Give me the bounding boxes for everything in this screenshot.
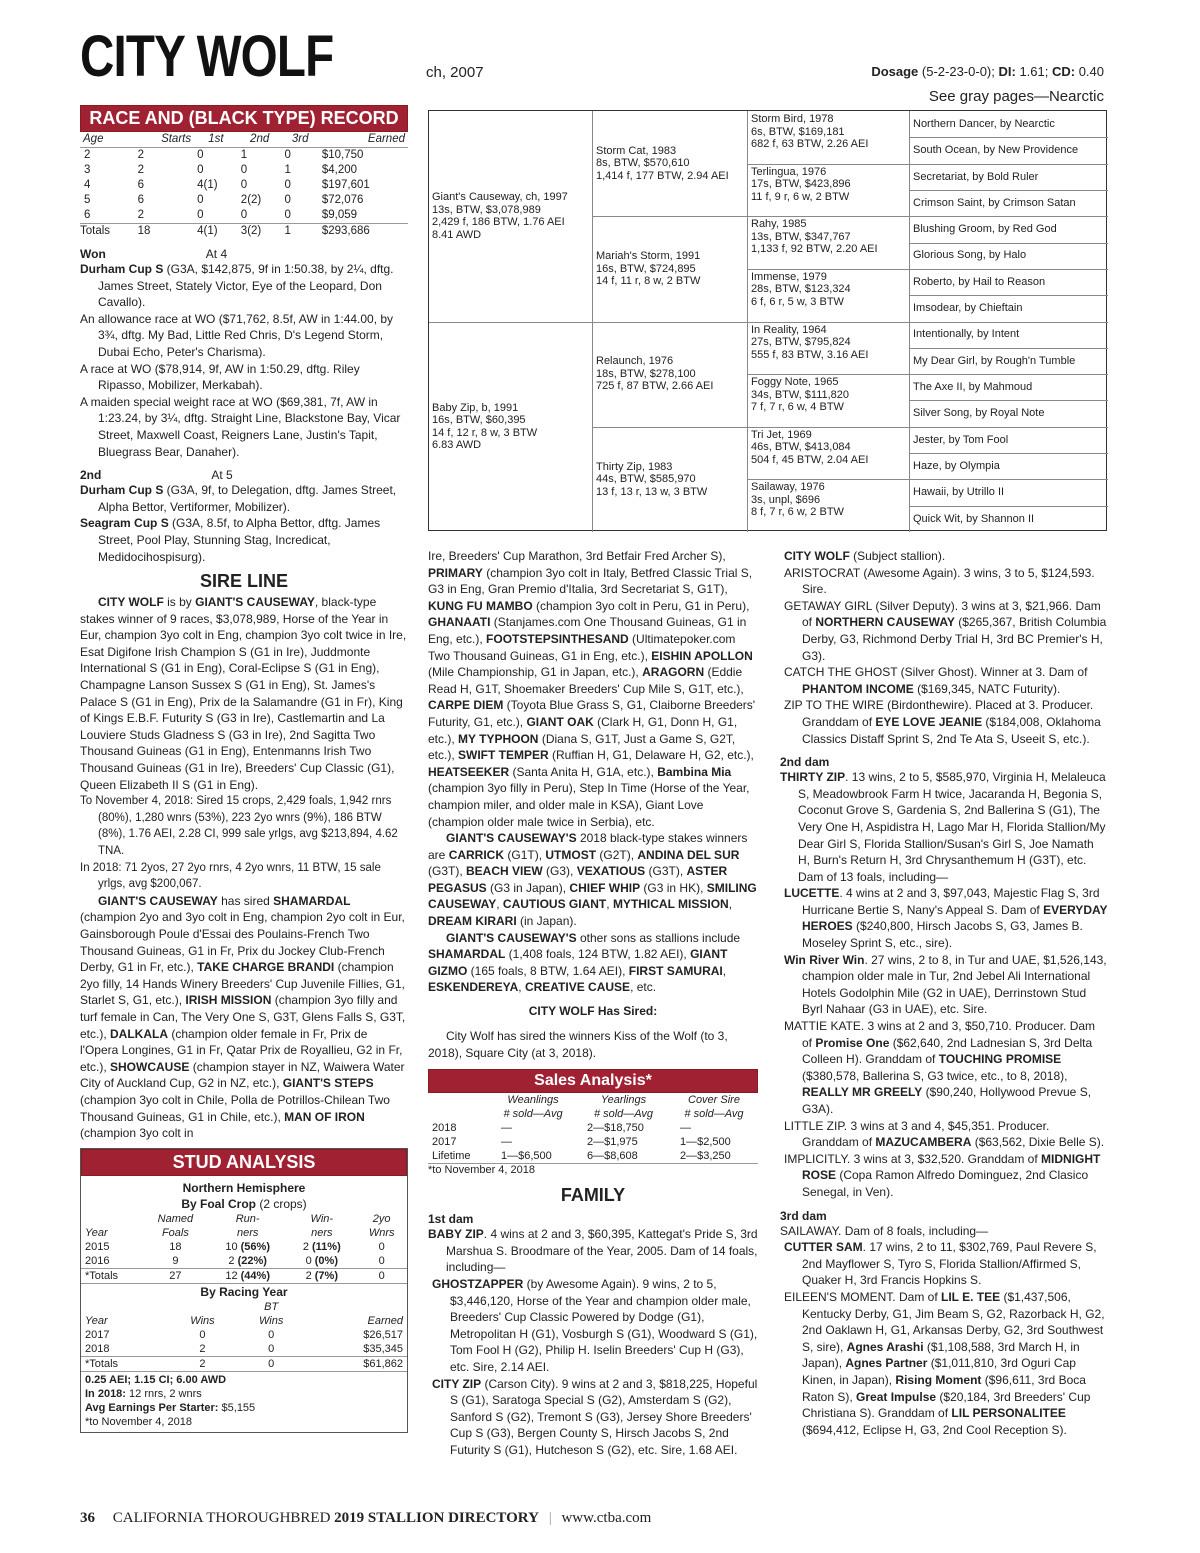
sales-header [428,1107,489,1121]
page-footer [80,1510,651,1527]
record-cell: 6 [137,179,144,191]
stud-banner: STUD ANALYSIS [81,1149,407,1176]
sales-header [428,1093,489,1107]
ghostzapper-entry: GHOSTZAPPER (by Awesome Again). 9 wins, 2 to 5, $3,446,120, Horse of the Year and champion older male, Breeders' Cup Classic Powered by Dodge (G1), Metropolitan H (G1), Vosburgh S (G1), Woodward S (G1), Tom Fool H (G2), Philip H. Iselin Breeders' Cup H (G3), etc. Sire, 2.14 AEI. [432,1277,758,1374]
pedigree-gen3: In Reality, 1964 27s, BTW, $795,824 555 f, 83 BTW, 3.16 AEI [747,322,909,375]
foal-header: Foals [161,1226,189,1239]
second-heading: 2nd At 5 [80,468,233,483]
racing-cell: $61,862 [363,1357,403,1370]
sales-row [428,1121,758,1135]
foal-year: 2016 [85,1254,110,1267]
stud-aei: 0.25 AEI; 1.15 CI; 6.00 AWD [85,1373,227,1386]
pedigree-gen2: Thirty Zip, 1983 44s, BTW, $585,970 13 f, 13 r, 13 w, 3 BTW [592,427,747,532]
first-dam-heading: 1st dam [428,1212,474,1227]
record-cell: 1 [284,164,291,176]
foal-2yo: 0 [378,1240,385,1253]
record-cell: 2 [137,164,144,176]
sales-header: Yearlings [600,1094,647,1107]
racing-header: Year [85,1314,108,1327]
sales-cell: — [501,1122,513,1135]
racing-cell: 2018 [85,1342,110,1355]
record-cell: 4 [84,179,91,191]
sales-cell: 2018 [432,1122,457,1135]
racing-cell: 2 [199,1357,206,1370]
sire-line-heading: SIRE LINE [199,571,288,592]
record-cell: 18 [135,224,195,240]
foal-winners: 2 (11%) [302,1240,341,1253]
zip-to-the-wire-entry: ZIP TO THE WIRE (Birdonthewire). Placed at 3. Producer. Granddam of EYE LOVE JEANIE ($184,008, Oklahoma Classics Distaff Sprint S, 2nd Te Ata S, Useeit S, etc.). [784,698,1101,746]
foal-2yo: 0 [378,1254,385,1267]
foal-winners: 0 (0%) [305,1254,338,1267]
record-cell: 4(1) [197,179,218,191]
record-cell: 2(2) [240,194,262,206]
eileens-moment-entry: EILEEN'S MOMENT. Dam of LIL E. TEE ($1,437,506, Kentucky Derby, G1, Jim Beam S, G2, Razorback H, G2, 2nd Oaklawn H, G1, Arkansas Derby, G2, 3rd Southwest S, sire), Agnes Arashi ($1,108,588, 3rd March H, in Japan), Agnes Partner ($1,011,810, 3rd Oguri Cap Kinen, in Japan), Rising Moment ($96,611, 3rd Boca Raton S), Great Impulse ($20,184, 3rd Breeders' Cup Christiana S). Granddam of LIL PERSONALITEE ($694,412, Eclipse H, G3, 2nd Cool Reception S). [784,1289,1105,1437]
record-cell: 0 [197,209,204,221]
sales-cell: 1—$6,500 [501,1150,552,1163]
pedigree-gen2: Relaunch, 1976 18s, BTW, $278,100 725 f, 87 BTW, 2.66 AEI [592,322,747,427]
race-name: Durham Cup S [80,483,164,498]
racing-cell: 0 [268,1357,275,1370]
race-details: A race at WO ($78,914, 9f, AW in 1:50.29, dftg. Riley Ripasso, Mobilizer, Merkabah). [80,361,360,393]
left-column [80,105,408,1433]
record-cell: 2 [137,209,144,221]
record-cell: 2 [84,149,91,161]
record-row [80,163,408,178]
sales-cell: Lifetime [432,1150,471,1163]
bt-winners-2018: GIANT'S CAUSEWAY'S 2018 black-type stakes winners are CARRICK (G1T), UTMOST (G2T), ANDINA DEL SUR (G3T), BEACH VIEW (G3), VEXATIOUS (G3T), ASTER PEGASUS (G3 in Japan), CHIEF WHIP (G3 in HK), SMILING CAUSEWAY, CAUTIOUS GIANT, MYTHICAL MISSION, DREAM KIRARI (in Japan). [428,831,757,929]
record-cell: 0 [284,149,291,161]
sire-line-p4: GIANT'S CAUSEWAY has sired SHAMARDAL (champion 2yo and 3yo colt in Eng, champion 2yo colt in Eur, Gainsborough Poule d'Essai des Poulains-French Two Thousand Guineas, G1 in Fr, Prix du Jockey Club-French Derby, G1 in Fr, etc.), TAKE CHARGE BRANDI (champion 2yo filly, 14 Hands Winery Breeders' Cup Juvenile Fillies, G1, Starlet S, G1, etc.), IRISH MISSION (champion 3yo filly and turf female in Can, The Very One S, G3T, Glens Falls S, G3T, etc.), DALKALA (champion older female in Fr, Prix de l'Opera Longines, G1 in Fr, Qatar Prix de Royallieu, G2 in Fr, etc.), SHOWCAUSE (champion stayer in NZ, Waiwera Water City of Auckland Cup, G2 in NZ, etc.), GIANT'S STEPS (champion 3yo colt in Chile, Polla de Potrillos-Chilean Two Thousand Guineas, G1 in Chile, etc.), MAN OF IRON (champion 3yo colt in [80,893,406,1141]
stud-note: *to November 4, 2018 [85,1415,193,1428]
record-cell: 0 [240,164,248,176]
racing-row [81,1328,407,1342]
stud-hemisphere: Northern Hemisphere [182,1180,306,1195]
record-cell: $10,750 [321,149,364,161]
pedigree-divider [909,295,1108,296]
record-cell: $4,200 [321,164,358,176]
race-details: A maiden special weight race at WO ($69,381, 7f, AW in 1:23.24, by 3¼, dftg. Straight Line, Blackstone Bay, Vicar Street, Maxwell Coast, Reigners Lane, Justin's Tapit, Bluegrass Bear, Danaher). [80,394,401,459]
sales-cell: 2017 [432,1136,457,1149]
pedigree-gen3: Foggy Note, 1965 34s, BTW, $111,820 7 f, 7 r, 6 w, 4 BTW [747,374,909,427]
sire-line-continued: Ire, Breeders' Cup Marathon, 3rd Betfair Fred Archer S), PRIMARY (champion 3yo colt in Italy, Betfred Classic Trial S, G3 in Eng, Gran Premio d'Italia, 3rd Secretariat S, G1T), KUNG FU MAMBO (champion 3yo colt in Peru, G1 in Peru), GHANAATI (Stanjames.com One Thousand Guineas, G1 in Eng, etc.), FOOTSTEPSINTHESAND (Ultimatepoker.com Two Thousand Guineas, G1 in Eng, etc.), EISHIN APOLLON (Mile Championship, G1 in Japan, etc.), ARAGORN (Eddie Read H, G1T, Shoemaker Breeders' Cup Mile S, G1T, etc.), CARPE DIEM (Toyota Blue Grass S, G1, Claiborne Breeders' Futurity, G1, etc.), GIANT OAK (Clark H, G1, Donn H, G1, etc.), MY TYPHOON (Diana S, G1T, Just a Game S, G2T, etc.), SWIFT TEMPER (Ruffian H, G1, Delaware H, G2, etc.), HEATSEEKER (Santa Anita H, G1A, etc.), Bambina Mia (champion 3yo filly in Peru), Step In Time (Horse of the Year, champion miler, and older male in KSA), Giant Love (champion older male twice in Serbia), etc. [428,549,756,829]
foal-year: 2015 [85,1240,110,1253]
third-dam-heading: 3rd dam [780,1208,827,1223]
record-cell: 5 [84,194,91,206]
sales-banner: Sales Analysis* [428,1069,758,1093]
foal-header: Wnrs [368,1226,395,1239]
pedigree-gen3: Sailaway, 1976 3s, unpl, $696 8 f, 7 r, 6 w, 2 BTW [747,479,909,532]
foal-row [81,1268,407,1283]
pedigree-gen4: The Axe II, by Mahmoud [909,374,1108,400]
record-cell: 3(2) [238,224,282,240]
racing-cell: 0 [199,1328,206,1341]
second-entry [80,482,408,515]
record-cell: 1 [240,149,248,161]
stud-avg-earnings: Avg Earnings Per Starter: $5,155 [85,1401,256,1414]
pedigree-gen4: Blushing Groom, by Red God [909,216,1108,242]
sales-cell: 2—$3,250 [679,1150,731,1163]
race-name: Durham Cup S [80,262,164,276]
footer-separator: | [548,1510,552,1526]
has-sired-text: City Wolf has sired the winners Kiss of the Wolf (to 3, 2018), Square City (at 3, 2018). [428,1029,728,1060]
pedigree-divider [909,216,1108,217]
foal-crop-table [81,1212,407,1283]
racing-year-table [81,1300,407,1371]
sales-header: # sold—Avg [503,1108,563,1121]
pedigree-divider [909,427,1108,428]
record-row [80,148,408,164]
pedigree-dam: Baby Zip, b, 1991 16s, BTW, $60,395 14 f, 12 r, 8 w, 3 BTW 6.83 AWD [432,401,538,452]
foal-row [81,1254,407,1269]
sales-cell: — [679,1122,691,1135]
family-heading: FAMILY [560,1185,626,1206]
stud-foal-crop-title: By Foal Crop (2 crops) [181,1196,307,1211]
foal-header: Year [85,1226,108,1239]
record-cell: $72,076 [321,194,364,206]
second-entry [80,515,408,565]
pedigree-gen4: Jester, by Tom Fool [909,427,1108,453]
has-sired-heading: CITY WOLF Has Sired: [528,1004,658,1019]
pedigree-gen3: Tri Jet, 1969 46s, BTW, $413,084 504 f, 45 BTW, 2.04 AEI [747,427,909,480]
pedigree-divider [909,400,1108,401]
sales-note: *to November 4, 2018 [428,1163,758,1177]
middle-column [428,548,758,1459]
racing-header: Earned [367,1314,403,1327]
racing-cell: 2017 [85,1328,110,1341]
sales-cell: 2—$18,750 [587,1122,644,1135]
pedigree-gen4: Hawaii, by Utrillo II [909,479,1108,505]
racing-row [81,1356,407,1371]
pedigree-divider [909,190,1108,191]
record-cell: $9,059 [321,209,358,221]
pedigree-gen4: South Ocean, by New Providence [909,137,1108,163]
racing-cell: 0 [268,1342,275,1355]
foal-header: ners [236,1226,259,1239]
sales-analysis [428,1069,758,1177]
pedigree-divider [909,137,1108,138]
won-entry [80,311,408,361]
pedigree-gen4: Secretariat, by Bold Ruler [909,164,1108,190]
pedigree-gen3: Immense, 1979 28s, BTW, $123,324 6 f, 6 r, 5 w, 3 BTW [747,269,909,322]
race-details: An allowance race at WO ($71,762, 8.5f, AW in 1:44.00, by 3¾, dftg. My Bad, Little Red Chris, D's Legend Storm, Dubai Echo, Peter's Charisma). [80,311,394,359]
pedigree-gen2: Storm Cat, 1983 8s, BTW, $570,610 1,414 f, 177 BTW, 2.94 AEI [592,111,747,216]
racing-header: BT [264,1300,279,1313]
cutter-sam-entry: CUTTER SAM. 17 wins, 2 to 11, $302,769, Paul Revere S, 2nd Mayflower S, Tyro S, Florida Stallion/Affirmed S, Quaker H, 3rd Francis Hopkins S. [784,1240,1097,1288]
record-cell: 2 [137,149,144,161]
record-cell: 6 [84,209,91,221]
foal-runners: 2 (22%) [228,1254,267,1267]
pedigree-divider [909,374,1108,375]
foal-row [81,1240,407,1254]
race-record-table: Age Starts 1st 2nd 3rd Earned 2 2 0 1 0 $10,750 3 2 0 0 1 $4,200 4 6 4(1) 0 0 $197,601 5 6 0 2(2) 0 $72,076 6 2 0 0 0 $9,059 Totals 18 4(1) 3(2) 1 $293,686 [80,132,408,239]
right-column [780,548,1108,1438]
record-cell: 0 [284,209,291,221]
pedigree-gen4: My Dear Girl, by Rough'n Tumble [909,348,1108,374]
racing-header [168,1300,237,1314]
city-zip-entry: CITY ZIP (Carson City). 9 wins at 2 and 3, $818,225, Hopeful S (G1), Saratoga Special S (G2), Amsterdam S (G2), Sanford S (G2), Tremont S (G3), Jersey Shore Breeders' Cup S (G3), Bergen County S, Hirsch Jacobs S, 2nd Futurity S (G1), Hutcheson S (G2), etc. Sire, 1.68 AEI. [432,1376,758,1457]
foal-header: Win- [310,1212,334,1225]
race-details: (G3A, 9f, to Delegation, dftg. James Street, Alpha Bettor, Vertiformer, Mobilizer). [98,483,397,514]
pedigree-gen4: Crimson Saint, by Crimson Satan [909,190,1108,216]
racing-year-title: By Racing Year [81,1283,407,1300]
sons-as-stallions: GIANT'S CAUSEWAY'S other sons as stallions include SHAMARDAL (1,408 foals, 124 BTW, 1.82 AEI), GIANT GIZMO (165 foals, 8 BTW, 1.64 AEI), FIRST SAMURAI, ESKENDEREYA, CREATIVE CAUSE, etc. [428,930,741,995]
pedigree-divider [909,322,1108,323]
city-wolf-entry: CITY WOLF (Subject stallion). [784,549,946,563]
gray-pages-note: See gray pages—Nearctic [928,88,1104,105]
stud-2018: In 2018: 12 rnrs, 2 wnrs [85,1387,202,1400]
record-cell: Totals [80,224,135,240]
pedigree-sire: Giant's Causeway, ch, 1997 13s, BTW, $3,078,989 2,429 f, 186 BTW, 1.76 AEI 8.41 AWD [432,191,568,241]
pedigree-gen4: Glorious Song, by Halo [909,243,1108,269]
sales-header: # sold—Avg [684,1108,744,1121]
won-entry [80,394,408,460]
sales-header: Weanlings [507,1094,559,1107]
racing-cell: 2 [199,1342,206,1355]
sales-cell: 6—$8,608 [587,1150,638,1163]
implicitly-entry: IMPLICITLY. 3 wins at 3, $32,520. Granddam of MIDNIGHT ROSE (Copa Ramon Alfredo Dominguez, 2nd Clasico Senegal, in Ven). [784,1151,1101,1199]
pedigree-gen3: Storm Bird, 1978 6s, BTW, $169,181 682 f, 63 BTW, 2.26 AEI [747,111,909,164]
record-cell: $197,601 [321,179,370,191]
aristocrat-entry: ARISTOCRAT (Awesome Again). 3 wins, 3 to 5, $124,593. Sire. [784,565,1095,597]
pedigree-gen3: Rahy, 1985 13s, BTW, $347,767 1,133 f, 92 BTW, 2.20 AEI [747,216,909,269]
publication-name: CALIFORNIA THOROUGHBRED [112,1510,335,1526]
stud-analysis [80,1148,408,1433]
catch-the-ghost-entry: CATCH THE GHOST (Silver Ghost). Winner at 3. Dam of PHANTOM INCOME ($169,345, NATC Futurity). [784,665,1088,696]
record-row [80,208,408,224]
record-cell: 0 [197,194,204,206]
racing-header: Wins [259,1314,284,1327]
pedigree-divider [909,243,1108,244]
foal-winners: 2 (7%) [305,1269,338,1282]
racing-header [81,1300,168,1314]
page-number: 36 [80,1510,95,1526]
pedigree-divider [909,453,1108,454]
foal-runners: 10 (56%) [225,1240,270,1253]
foal-header: Named [157,1212,194,1225]
racing-cell: $35,345 [363,1342,403,1355]
record-cell: $293,686 [319,224,408,240]
subtitle: ch, 2007 [426,64,484,81]
pedigree-gen4: Silver Song, by Royal Note [909,400,1108,426]
racing-cell: *Totals [85,1357,119,1370]
mattie-kate-entry: MATTIE KATE. 3 wins at 2 and 3, $50,710. Producer. Dam of Promise One ($62,640, 2nd Ladnesian S, 3rd Delta Colleen H). Granddam of TOUCHING PROMISE ($380,578, Ballerina S, G3 twice, etc., to 8, 2018), REALLY MR GREELY ($90,240, Hollywood Prevue S, G3A). [784,1019,1096,1116]
little-zip-entry: LITTLE ZIP. 3 wins at 3 and 4, $45,351. Producer. Granddam of MAZUCAMBERA ($63,562, Dixie Belle S). [784,1118,1105,1150]
foal-year: *Totals [85,1269,119,1282]
sales-row [428,1135,758,1149]
sales-table [428,1093,758,1163]
foal-count: 9 [172,1254,179,1267]
pedigree-divider [909,269,1108,270]
sailaway-entry: SAILAWAY. Dam of 8 foals, including— [780,1223,989,1238]
sire-line-p3: In 2018: 71 2yos, 27 2yo rnrs, 4 2yo wnrs, 11 BTW, 15 sale yrlgs, avg $200,067. [80,861,381,891]
pedigree-gen4: Roberto, by Hail to Reason [909,269,1108,295]
racing-row [81,1342,407,1357]
foal-count: 27 [169,1269,182,1282]
foal-count: 18 [169,1240,182,1253]
record-row [80,178,408,193]
dosage: Dosage (5-2-23-0-0); DI: 1.61; CD: 0.40 [871,64,1104,79]
racing-header: Wins [190,1314,215,1327]
pedigree-chart [428,110,1107,531]
baby-zip-entry: BABY ZIP. 4 wins at 2 and 3, $60,395, Kattegat's Pride S, 3rd Marshua S. Broodmare of the Year, 2005. Dam of 14 foals, including— [428,1227,758,1275]
race-name: Seagram Cup S [80,516,169,531]
second-dam-heading: 2nd dam [780,755,830,770]
foal-2yo: 0 [378,1269,385,1282]
pedigree-gen4: Northern Dancer, by Nearctic [909,111,1108,137]
pedigree-divider [909,348,1108,349]
record-cell: 0 [240,179,248,191]
record-cell: 3 [84,164,91,176]
sales-cell: 1—$2,500 [679,1136,731,1149]
sales-header: Cover Sire [688,1094,740,1107]
pedigree-gen2: Mariah's Storm, 1991 16s, BTW, $724,895 14 f, 11 r, 8 w, 2 BTW [592,216,747,321]
record-row [80,224,408,240]
racing-cell: $26,517 [363,1328,403,1341]
pedigree-divider [909,164,1108,165]
foal-header: 2yo [372,1212,391,1225]
foal-header [81,1212,143,1226]
record-cell: 0 [240,209,248,221]
race-details: (G3A, $142,875, 9f in 1:50.38, by 2¼, dftg. James Street, Stately Victor, Eye of the Leopard, Don Cavallo). [98,262,394,310]
directory-name: 2019 STALLION DIRECTORY [334,1510,539,1526]
pedigree-gen4: Quick Wit, by Shannon II [909,506,1108,532]
record-cell: 0 [284,179,291,191]
pedigree-gen4: Haze, by Olympia [909,453,1108,479]
sales-cell: — [501,1136,513,1149]
record-cell: 0 [197,164,204,176]
sire-line-p1: CITY WOLF is by GIANT'S CAUSEWAY, black-type stakes winner of 9 races, $3,078,989, Horse of the Year in Eur, champion 3yo colt in Eng, champion 3yo colt twice in Ire, Esat Digifone Irish Champion S (G1 in Ire), Juddmonte International S (G1 in Eng), Coral-Eclipse S (G1 in Eng), Champagne Lanson Sussex S (G1 in Eng), St. James's Palace S (G1 in Eng), Prix de la Salamandre (G1 in Fr), King of Kings E.B.F. Futurity S (G3 in Ire), Castlemartin and La Louviere Studs Gladness S (G3 in Ire), 2nd Sagitta Two Thousand Guineas (G1 in Eng), Entenmanns Irish Two Thousand Guineas (G1 in Ire), Breeders' Cup Classic (G1), Queen Elizabeth II S (G1 in Eng). [80,595,407,792]
foal-header: Run- [235,1212,260,1225]
won-heading: Won At 4 [80,247,228,261]
record-row [80,193,408,208]
getaway-girl-entry: GETAWAY GIRL (Silver Deputy). 3 wins at 3, $21,966. Dam of NORTHERN CAUSEWAY ($265,367, British Columbia Derby, G3, Richmond Derby Trial H, 3rd BC Premier's H, G3). [784,598,1107,663]
record-cell: 0 [197,149,204,161]
record-banner: RACE AND (BLACK TYPE) RECORD [80,105,408,132]
record-cell: 1 [281,224,318,240]
foal-header: ners [311,1226,333,1239]
sales-cell: 2—$1,975 [587,1136,638,1149]
record-cell: 6 [137,194,144,206]
record-cell: 0 [284,194,291,206]
pedigree-gen3: Terlingua, 1976 17s, BTW, $423,896 11 f, 9 r, 6 w, 2 BTW [747,164,909,217]
pedigree-divider [909,506,1108,507]
win-river-win-entry: Win River Win. 27 wins, 2 to 8, in Tur and UAE, $1,526,143, champion older male in Tur, 2nd Jebel Ali International Hotels Godolphin Mile (G2 in UAE), Derrinstown Stud Byrl Nahaar (G3 in UAE), etc. Sire. [784,952,1107,1017]
racing-header [306,1300,407,1314]
sire-line-p2: To November 4, 2018: Sired 15 crops, 2,429 foals, 1,942 rnrs (80%), 1,280 wnrs (53%), 223 2yo wnrs (9%), 186 BTW (8%), 1.76 AEI, 2.28 CI, 999 sale yrlgs, avg $213,894, 4.62 TNA. [80,795,398,857]
footer-url[interactable]: www.ctba.com [561,1510,652,1526]
record-cell: 4(1) [194,224,238,240]
race-details: (G3A, 8.5f, to Alpha Bettor, dftg. James Street, Pool Play, Stunning Stag, Incredicat, Medidocihospisurg). [98,516,381,564]
won-entry [80,261,408,311]
sales-row [428,1149,758,1163]
lucette-entry: LUCETTE. 4 wins at 2 and 3, $97,043, Majestic Flag S, 3rd Hurricane Bertie S, Nany's Appeal S. Dam of EVERYDAY HEROES ($240,800, Hirsch Jacobs S, G3, James B. Moseley Sprint S, etc., sire). [784,886,1108,951]
pedigree-gen4: Imsodear, by Chieftain [909,295,1108,321]
sales-header: # sold—Avg [593,1108,654,1121]
pedigree-divider [909,479,1108,480]
foal-runners: 12 (44%) [225,1269,270,1282]
racing-cell: 0 [268,1328,275,1341]
won-entry [80,361,408,394]
page-title: CITY WOLF [80,24,334,89]
pedigree-gen4: Intentionally, by Intent [909,322,1108,348]
thirty-zip-entry: THIRTY ZIP. 13 wins, 2 to 5, $585,970, Virginia H, Melaleuca S, Meadowbrook Farm H twice, Jacaranda H, Begonia S, Coconut Grove S, Gardenia S, 2nd Ballerina S (G1), The Very One H, Aspidistra H, Lago Mar H, Florida Stallion/My Dear Girl S, Florida Stallion/Susan's Girl S, Joe Namath H, Burn's Return H, 3rd Chrysanthemum H (G3T), etc. Dam of 13 foals, including— [780,770,1106,884]
